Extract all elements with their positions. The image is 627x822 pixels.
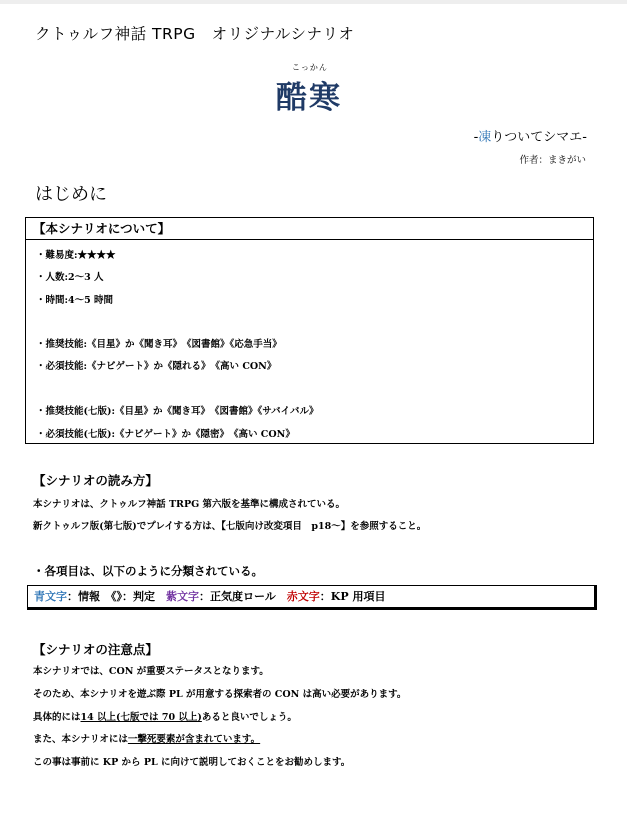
legend-red-desc: ：KP 用項目 — [319, 590, 386, 603]
howto-line-1: 本シナリオは、クトゥルフ神話 TRPG 第六版を基準に構成されている。 — [33, 499, 346, 510]
notes-line-4-pre: また、本シナリオには — [33, 734, 128, 745]
about-recommended-skills: ・推奨技能:《目星》か《聞き耳》 《図書館》《応急手当》 — [36, 339, 282, 350]
howto-line-2: 新クトゥルフ版(第七版)でプレイする方は、【七版向け改変項目 p18～】を参照すること。 — [33, 521, 427, 532]
about-required-skills-7th: ・必須技能(七版):《ナビゲート》か《隠密》 《高い CON》 — [36, 429, 295, 440]
notes-con-requirement: 14 以上(七版では 70 以上) — [80, 712, 202, 723]
subtitle-accent: 凍 — [478, 130, 492, 145]
color-legend — [27, 585, 597, 610]
scenario-title: 酷寒 — [276, 80, 342, 116]
subtitle — [474, 126, 587, 145]
legend-blue-label: 青文字 — [34, 590, 67, 603]
notes-line-1: 本シナリオでは、CON が重要ステータスとなります。 — [33, 666, 269, 677]
about-players: ・人数:2～3 人 — [36, 272, 104, 283]
about-time: ・時間:4～5 時間 — [36, 295, 114, 306]
about-difficulty: ・難易度:★★★★ — [36, 250, 116, 261]
subtitle-prefix: - — [473, 130, 479, 145]
notes-line-3-post: あると良いでしょう。 — [201, 712, 297, 723]
notes-line-5: この事は事前に KP から PL に向けて説明しておくことをお勧めします。 — [33, 757, 351, 768]
about-recommended-skills-7th: ・推奨技能(七版):《目星》か《聞き耳》 《図書館》《サバイバル》 — [36, 406, 319, 417]
legend-blue-desc: ：情報 — [67, 590, 111, 603]
title-reading: こっかん — [292, 63, 328, 72]
legend-judge-desc: ：判定 — [122, 590, 166, 603]
notes-line-3-pre: 具体的には — [33, 712, 81, 723]
legend-purple-label: 紫文字 — [166, 590, 199, 603]
about-heading: 【本シナリオについて】 — [26, 218, 593, 240]
notes-instant-death-warning: 一撃死要素が含まれています。 — [127, 734, 261, 745]
legend-red-label: 赤文字 — [286, 590, 320, 603]
about-required-skills: ・必須技能:《ナビゲート》か《隠れる》 《高い CON》 — [36, 361, 277, 372]
notes-line-2: そのため、本シナリオを遊ぶ際 PL が用意する探索者の CON は高い必要があります。 — [33, 689, 407, 700]
subtitle-rest: りついてシマエ- — [491, 130, 587, 145]
legend-judge-label: 《》 — [111, 590, 122, 603]
document-title: クトゥルフ神話 TRPG オリジナルシナリオ — [35, 25, 355, 43]
intro-heading: はじめに — [35, 184, 107, 205]
top-bar — [0, 0, 627, 4]
notes-line-4 — [33, 731, 260, 745]
notes-line-3 — [33, 709, 297, 723]
legend-purple-desc: ：正気度ロール — [199, 590, 287, 603]
howto-heading: 【シナリオの読み方】 — [33, 473, 158, 488]
about-box — [25, 217, 594, 444]
author: 作者：まきがい — [519, 155, 586, 166]
classification-note: ・各項目は、以下のように分類されている。 — [33, 564, 263, 578]
notes-heading: 【シナリオの注意点】 — [33, 642, 158, 657]
